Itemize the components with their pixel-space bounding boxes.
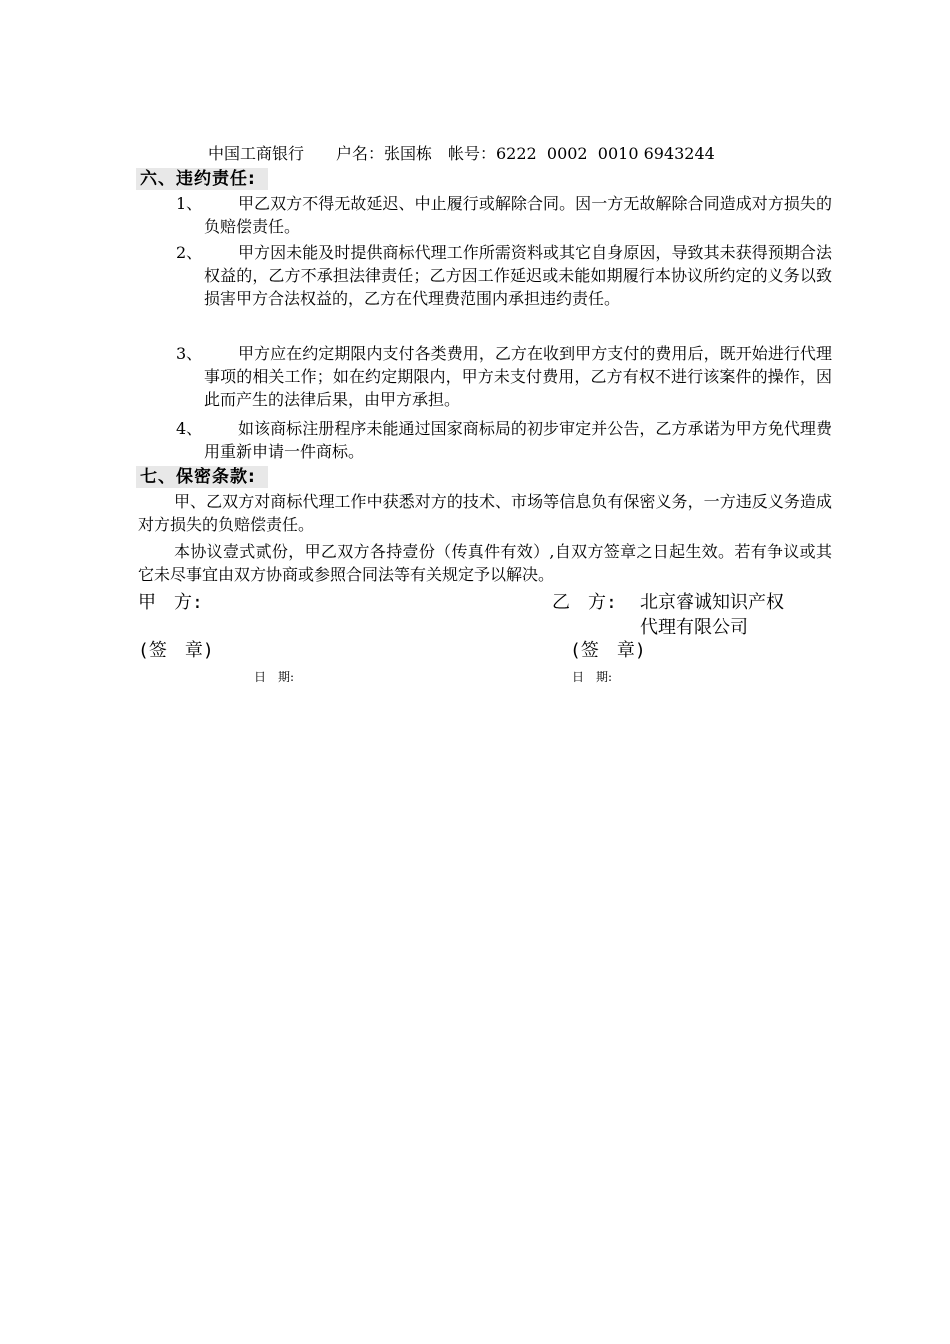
breach-item-1 (176, 192, 832, 238)
item-text: 如该商标注册程序未能通过国家商标局的初步审定并公告，乙方承诺为甲方免代理费用重新申请一件商标。 (204, 419, 832, 461)
section-heading-confidentiality: 七、保密条款: (136, 466, 268, 488)
party-b-name-line2: 代理有限公司 (640, 617, 748, 638)
agreement-terms-paragraph: 本协议壹式贰份，甲乙双方各持壹份（传真件有效）,自双方签章之日起生效。若有争议或其它未尽事宜由双方协商或参照合同法等有关规定予以解决。 (138, 542, 832, 584)
section-heading-breach: 六、违约责任: (136, 168, 268, 190)
item-number: 1、 (176, 194, 203, 213)
party-a-date: 日 期: (254, 670, 295, 684)
party-a-seal: (签 章) (138, 640, 214, 661)
item-number: 4、 (176, 419, 203, 438)
confidentiality-paragraph: 甲、乙双方对商标代理工作中获悉对方的技术、市场等信息负有保密义务，一方违反义务造成对方损失的负赔偿责任。 (138, 492, 832, 534)
item-text: 甲乙双方不得无故延迟、中止履行或解除合同。因一方无故解除合同造成对方损失的负赔偿责任。 (204, 194, 832, 236)
item-text: 甲方因未能及时提供商标代理工作所需资料或其它自身原因，导致其未获得预期合法权益的，乙方不承担法律责任；乙方因工作延迟或未能如期履行本协议所约定的义务以致损害甲方合法权益的，乙方在代理费范围内承担违约责任。 (204, 243, 832, 308)
party-b-seal: (签 章) (570, 640, 646, 661)
party-b-date: 日 期: (572, 670, 613, 684)
bank-account-line: 中国工商银行 户名：张国栋 帐号：6222 0002 0010 6943244 (208, 144, 715, 163)
party-b-name-line1: 北京睿诚知识产权 (640, 592, 784, 613)
item-number: 3、 (176, 344, 203, 363)
item-text: 甲方应在约定期限内支付各类费用，乙方在收到甲方支付的费用后，既开始进行代理事项的相关工作；如在约定期限内，甲方未支付费用，乙方有权不进行该案件的操作，因此而产生的法律后果，由甲方承担。 (204, 344, 832, 409)
item-number: 2、 (176, 243, 203, 262)
party-a-label: 甲 方: (138, 592, 203, 613)
party-b-label: 乙 方: (552, 592, 617, 613)
breach-item-3 (176, 342, 832, 411)
breach-item-2 (176, 241, 832, 310)
breach-item-4 (176, 417, 832, 463)
